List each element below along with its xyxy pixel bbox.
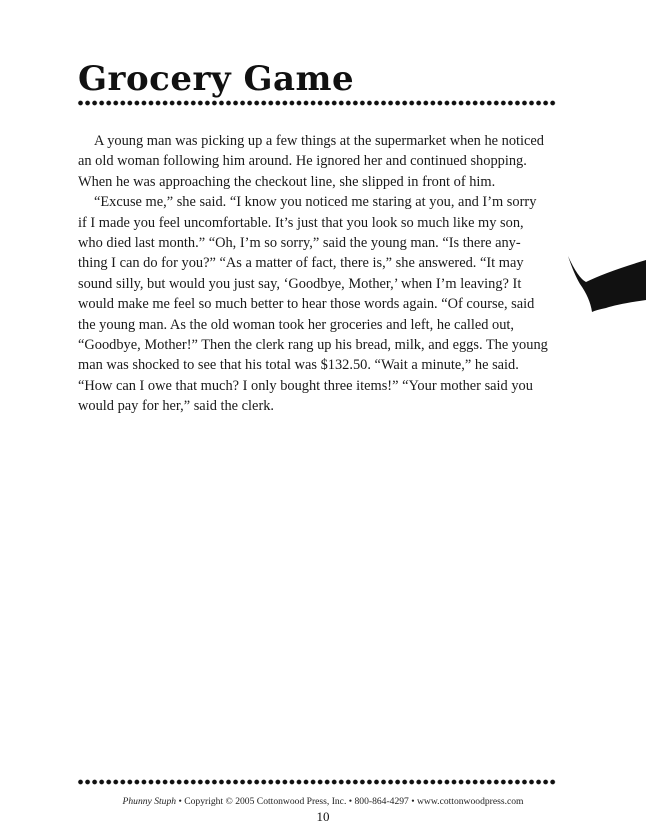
black-tab-shape-icon xyxy=(566,248,646,312)
story-paragraph-2: “Excuse me,” she said. “I know you noticed me staring at you, and I’m sorry if I made you feel uncomfortable. It’s just that you look so much like my son, who died last month.” “Oh, I’m so sorry,” said the young man. “Is there any-thing I can do for you?” “As a matter of fact, there is,” she answered. “It may sound silly, but would you just say, ‘Goodbye, Mother,’ when I’m leaving? It would make me feel so much better to hear those words again. “Of course, said the young man. As the old woman took her groceries and left, he called out, “Goodbye, Mother!” Then the clerk rang up his bread, milk, and eggs. The young man was shocked to see that his total was $132.50. “Wait a minute,” he said. “How can I owe that much? I only bought three items!” “Your mother said you would pay for her,” said the clerk. xyxy=(78,194,548,415)
footer-copyright: • Copyright © 2005 Cottonwood Press, Inc. • 800-864-4297 • www.cottonwoodpress.com xyxy=(176,796,524,807)
footer-book-title: Phunny Stuph xyxy=(122,796,177,807)
bottom-dotted-rule xyxy=(77,779,557,785)
top-dotted-rule xyxy=(77,100,557,106)
page-title: Grocery Game xyxy=(78,59,355,99)
story-body xyxy=(78,131,548,417)
story-paragraph-1: A young man was picking up a few things at the supermarket when he noticed an old woman following him around. He ignored her and continued shopping. When he was approaching the checkout line, she slipped in front of him. xyxy=(78,133,544,190)
page-number: 10 xyxy=(316,809,330,824)
footer-credit xyxy=(0,796,646,807)
